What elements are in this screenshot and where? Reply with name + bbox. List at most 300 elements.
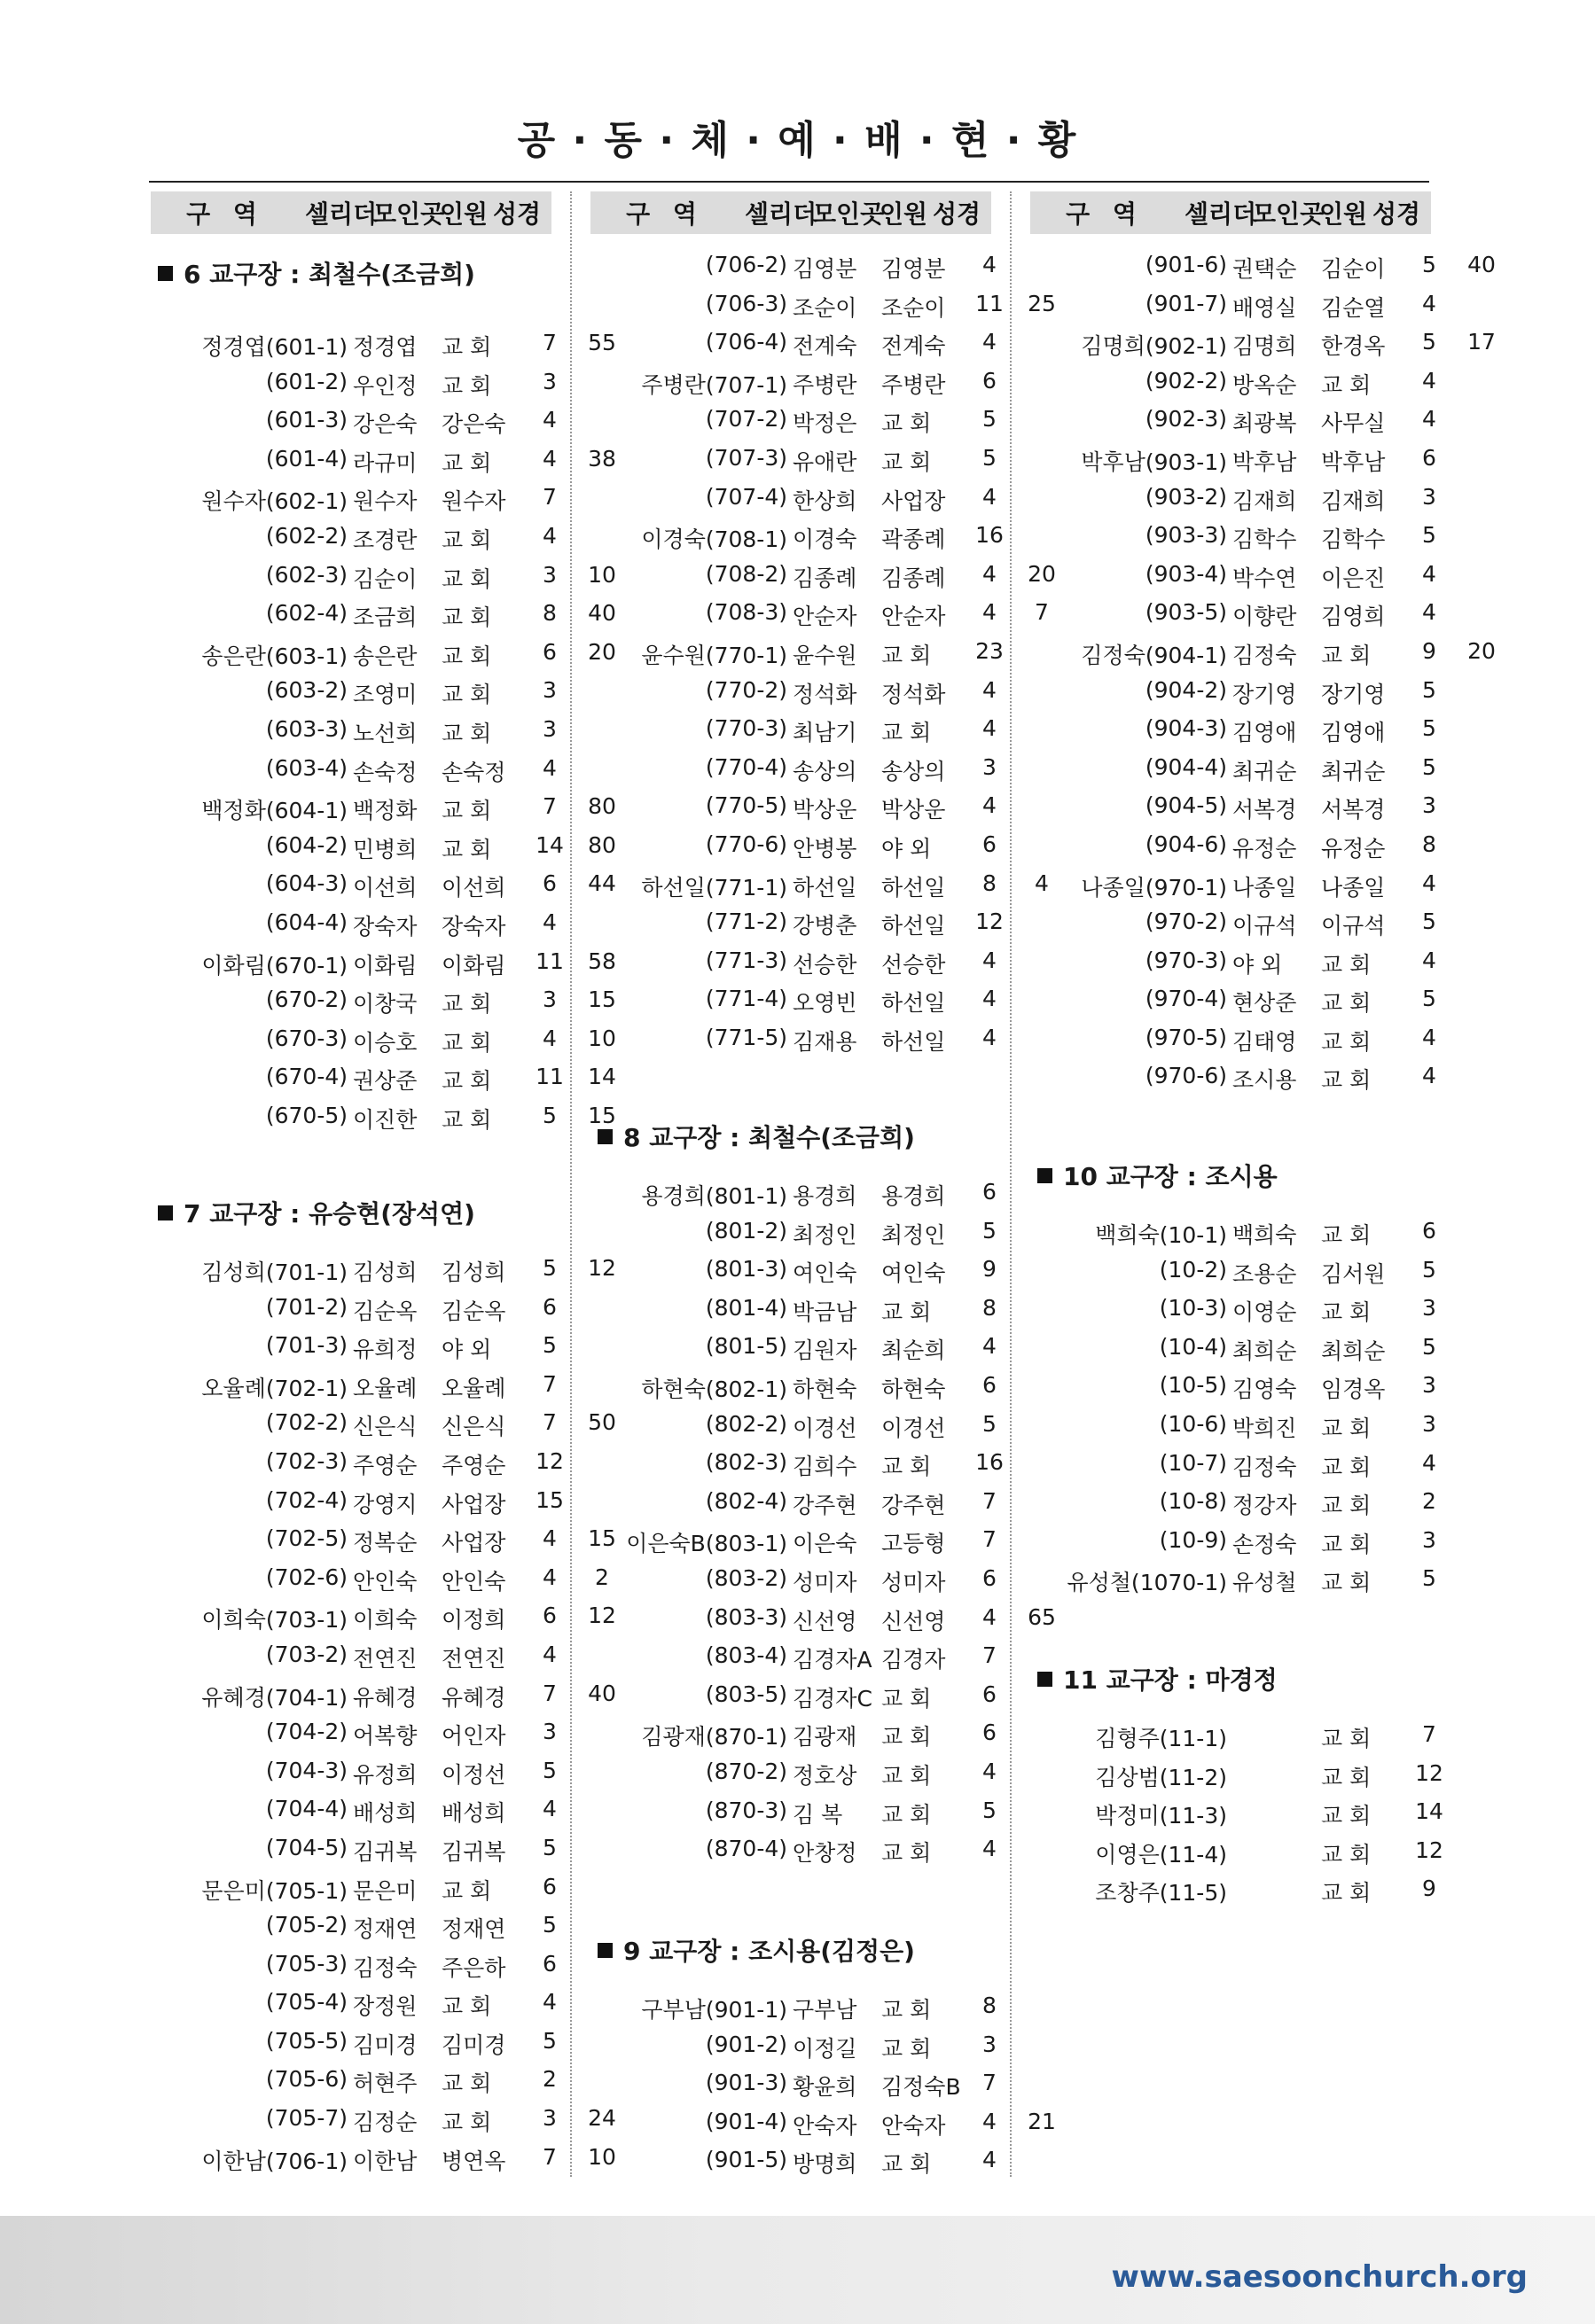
table-row xyxy=(590,1404,997,1443)
area-cell: (704-2) xyxy=(265,1719,348,1745)
count-cell: 5 xyxy=(1422,909,1436,935)
place-cell: 여인숙 xyxy=(881,1260,946,1287)
area-cell: (706-2) xyxy=(705,252,787,277)
footer-url[interactable]: www.saesoonchurch.org xyxy=(1111,2259,1528,2295)
count-cell: 5 xyxy=(543,1102,557,1128)
leader-cell: 유희정 xyxy=(353,1337,418,1363)
area-cell: (603-2) xyxy=(265,677,348,704)
leader-cell: 김정숙 xyxy=(353,1954,418,1981)
count-cell: 7 xyxy=(543,484,557,511)
area-cell: (701-2) xyxy=(265,1293,348,1320)
area-cell: 나종일(970-1) xyxy=(1081,874,1227,901)
table-row xyxy=(1030,1830,1443,1869)
leader-cell: 선승한 xyxy=(793,951,857,978)
count-cell: 6 xyxy=(982,367,997,394)
count-cell: 4 xyxy=(1422,870,1436,896)
table-row xyxy=(590,1712,997,1751)
section-heading-text: 7 교구장 : 유승현(장석연) xyxy=(184,1199,475,1228)
place-cell: 김영애 xyxy=(1321,720,1386,746)
area-cell: (708-2) xyxy=(705,560,787,587)
area-cell: (903-3) xyxy=(1145,522,1227,549)
place-cell: 교 회 xyxy=(442,449,492,476)
table-row xyxy=(151,362,557,401)
table-row xyxy=(151,593,616,632)
place-cell: 이은진 xyxy=(1321,565,1386,591)
header-cell: 구 역 xyxy=(1066,199,1144,229)
leader-cell: 김정숙 xyxy=(1232,642,1297,668)
count-cell: 6 xyxy=(982,1371,997,1398)
table-row xyxy=(1030,1714,1436,1753)
table-row xyxy=(1030,1288,1436,1327)
bible-cell: 10 xyxy=(588,561,616,588)
place-cell: 안숙자 xyxy=(881,2112,946,2139)
leader-cell: 김경자C xyxy=(793,1685,872,1712)
count-cell: 7 xyxy=(543,1680,557,1706)
area-cell: (602-3) xyxy=(265,561,348,588)
area-cell: (970-6) xyxy=(1145,1063,1227,1089)
bible-cell: 15 xyxy=(588,987,616,1013)
place-cell: 교 회 xyxy=(442,643,492,669)
section-heading xyxy=(1037,1158,1278,1193)
count-cell: 6 xyxy=(1422,444,1436,471)
count-cell: 4 xyxy=(543,407,557,433)
area-cell: (701-3) xyxy=(265,1332,348,1359)
leader-cell: 유혜경 xyxy=(353,1684,418,1711)
table-row xyxy=(590,1211,997,1250)
area-cell: (901-6) xyxy=(1145,252,1227,277)
area-cell: (10-5) xyxy=(1159,1372,1227,1399)
area-cell: (670-2) xyxy=(265,987,348,1013)
count-cell: 6 xyxy=(982,1681,997,1707)
leader-cell: 안창정 xyxy=(793,1840,857,1867)
count-cell: 4 xyxy=(1422,367,1436,394)
area-cell: (902-2) xyxy=(1145,367,1227,394)
table-row xyxy=(1030,1211,1436,1250)
count-cell: 4 xyxy=(1422,290,1436,316)
count-cell: 8 xyxy=(982,1294,997,1321)
leader-cell: 조금희 xyxy=(353,604,418,631)
area-cell: (771-2) xyxy=(705,909,787,935)
table-row xyxy=(151,632,616,671)
leader-cell: 민병희 xyxy=(353,836,418,862)
count-cell: 4 xyxy=(982,2147,997,2173)
header-cell: 셀리더 xyxy=(1185,199,1257,229)
count-cell: 6 xyxy=(543,1603,557,1629)
place-cell: 야 외 xyxy=(442,1337,492,1363)
leader-cell: 이정길 xyxy=(793,2035,857,2062)
place-cell: 사무실 xyxy=(1321,410,1386,437)
table-row xyxy=(590,554,1056,593)
place-cell: 교 회 xyxy=(442,372,492,399)
leader-cell: 유애란 xyxy=(793,448,857,475)
count-cell: 3 xyxy=(543,1719,557,1745)
bible-cell: 40 xyxy=(1467,252,1496,277)
place-cell: 김종례 xyxy=(881,565,946,591)
count-cell: 5 xyxy=(1422,753,1436,780)
area-cell: (803-5) xyxy=(705,1681,787,1707)
bible-cell: 40 xyxy=(588,1680,616,1706)
area-cell: (970-5) xyxy=(1145,1024,1227,1050)
leader-cell: 김희수 xyxy=(793,1454,857,1480)
leader-cell: 이규석 xyxy=(1232,913,1297,940)
place-cell: 나종일 xyxy=(1321,874,1386,901)
place-cell: 안순자 xyxy=(881,604,946,630)
leader-cell: 신선영 xyxy=(793,1608,857,1634)
place-cell: 배성희 xyxy=(442,1800,506,1827)
leader-cell: 주병란 xyxy=(793,371,857,398)
area-cell: (707-3) xyxy=(705,444,787,471)
leader-cell: 노선희 xyxy=(353,720,418,746)
place-cell: 김경자 xyxy=(881,1647,946,1673)
area-cell: (970-3) xyxy=(1145,947,1227,973)
table-row xyxy=(151,477,557,516)
table-row xyxy=(590,515,1004,554)
count-cell: 4 xyxy=(982,252,997,277)
leader-cell: 김광재 xyxy=(793,1724,857,1751)
leader-cell: 야 외 xyxy=(1232,951,1283,978)
place-cell: 유정순 xyxy=(1321,835,1386,862)
count-cell: 3 xyxy=(1422,1410,1436,1437)
title-rule xyxy=(149,181,1429,183)
count-cell: 4 xyxy=(543,1025,557,1051)
count-cell: 4 xyxy=(982,986,997,1012)
place-cell: 이경선 xyxy=(881,1415,946,1441)
area-cell: 송은란(603-1) xyxy=(201,643,348,669)
place-cell: 교 회 xyxy=(442,720,492,746)
area-cell: 용경희(801-1) xyxy=(641,1183,787,1209)
table-row xyxy=(590,1288,997,1327)
area-cell: (601-4) xyxy=(265,445,348,472)
bible-cell: 80 xyxy=(588,793,616,820)
section-heading-text: 11 교구장 : 마경정 xyxy=(1063,1665,1278,1695)
header-cell: 모인곳 xyxy=(1252,199,1325,229)
place-cell: 김서원 xyxy=(1321,1260,1386,1287)
table-row xyxy=(151,1673,616,1712)
count-cell: 5 xyxy=(982,1797,997,1823)
leader-cell: 배영실 xyxy=(1232,294,1297,321)
place-cell: 교 회 xyxy=(881,2151,932,2178)
table-row xyxy=(1030,1791,1443,1830)
table-row xyxy=(1030,785,1436,824)
table-row xyxy=(1030,1404,1436,1443)
place-cell: 곽종례 xyxy=(881,526,946,553)
area-cell: 박후남(903-1) xyxy=(1081,448,1227,475)
bible-cell: 15 xyxy=(588,1102,616,1128)
place-cell: 교 회 xyxy=(442,604,492,631)
table-row xyxy=(151,439,616,478)
place-cell: 교 회 xyxy=(881,1801,932,1828)
place-cell: 조순이 xyxy=(881,294,946,321)
place-cell: 교 회 xyxy=(881,1454,932,1480)
leader-cell: 박희진 xyxy=(1232,1415,1297,1441)
table-row xyxy=(590,1172,997,1211)
place-cell: 서복경 xyxy=(1321,797,1386,823)
count-cell: 15 xyxy=(536,1486,564,1513)
place-cell: 하선일 xyxy=(881,990,946,1017)
place-cell: 김학수 xyxy=(1321,526,1386,553)
leader-cell: 권상준 xyxy=(353,1068,418,1095)
count-cell: 7 xyxy=(543,1409,557,1436)
count-cell: 3 xyxy=(543,368,557,394)
bible-cell: 25 xyxy=(1028,290,1056,316)
table-row xyxy=(1030,515,1436,554)
place-cell: 손숙정 xyxy=(442,759,506,785)
leader-cell: 방명희 xyxy=(793,2151,857,2178)
leader-cell: 장기영 xyxy=(1232,681,1297,707)
leader-cell: 백희숙 xyxy=(1232,1222,1297,1248)
table-row xyxy=(151,825,616,864)
count-cell: 4 xyxy=(982,560,997,587)
header-cell: 모인곳 xyxy=(812,199,885,229)
count-cell: 12 xyxy=(1415,1837,1443,1863)
place-cell: 최귀순 xyxy=(1321,758,1386,784)
count-cell: 4 xyxy=(982,1024,997,1050)
place-cell: 주영순 xyxy=(442,1452,506,1478)
area-cell: 김광재(870-1) xyxy=(641,1724,787,1751)
count-cell: 3 xyxy=(1422,1526,1436,1553)
table-row xyxy=(1030,824,1436,863)
section-heading xyxy=(158,255,475,291)
leader-cell: 여인숙 xyxy=(793,1260,857,1287)
count-cell: 12 xyxy=(1415,1759,1443,1786)
header-cell: 성경 xyxy=(933,199,981,229)
area-cell: 이은숙B(803-1) xyxy=(626,1531,787,1557)
area-cell: 이화림(670-1) xyxy=(201,952,348,979)
bible-cell: 55 xyxy=(588,330,616,355)
table-row xyxy=(590,940,997,979)
place-cell: 주병란 xyxy=(881,371,946,398)
area-cell: 유성철(1070-1) xyxy=(1067,1570,1227,1596)
place-cell: 교 회 xyxy=(881,1840,932,1867)
count-cell: 5 xyxy=(543,1255,557,1281)
table-row xyxy=(590,1751,997,1790)
leader-cell: 신은식 xyxy=(353,1414,418,1440)
leader-cell: 손정숙 xyxy=(1232,1531,1297,1557)
table-row xyxy=(1030,399,1436,438)
area-cell: (801-5) xyxy=(705,1333,787,1360)
table-row xyxy=(151,709,557,748)
place-cell: 신선영 xyxy=(881,1608,946,1634)
table-row xyxy=(590,1249,997,1288)
count-cell: 14 xyxy=(536,831,564,858)
leader-cell: 최귀순 xyxy=(1232,758,1297,784)
count-cell: 7 xyxy=(982,2070,997,2096)
leader-cell: 조용순 xyxy=(1232,1260,1297,1287)
table-row xyxy=(590,1597,1056,1636)
area-cell: (801-2) xyxy=(705,1217,787,1244)
district-block xyxy=(1030,245,1496,1095)
section-heading xyxy=(158,1195,475,1230)
leader-cell: 김영숙 xyxy=(1232,1376,1297,1403)
place-cell: 교 회 xyxy=(1321,951,1372,978)
area-cell: 백정화(604-1) xyxy=(201,798,348,824)
leader-cell: 라규미 xyxy=(353,449,418,476)
table-row xyxy=(1030,1753,1443,1792)
area-cell: (10-3) xyxy=(1159,1295,1227,1322)
area-cell: (702-3) xyxy=(265,1447,348,1474)
place-cell: 교 회 xyxy=(881,1997,932,2023)
area-cell: 주병란(707-1) xyxy=(641,371,787,398)
leader-cell: 배성희 xyxy=(353,1800,418,1827)
count-cell: 3 xyxy=(1422,483,1436,510)
place-cell: 교 회 xyxy=(1321,1222,1372,1248)
place-cell: 교 회 xyxy=(1321,1454,1372,1480)
place-cell: 김미경 xyxy=(442,2032,506,2058)
table-row xyxy=(1030,1481,1436,1520)
table-row xyxy=(1030,1868,1436,1907)
area-cell: 이경숙(708-1) xyxy=(641,526,787,553)
leader-cell: 오영빈 xyxy=(793,990,857,1017)
bible-cell: 20 xyxy=(1028,560,1056,587)
area-cell: (904-2) xyxy=(1145,676,1227,703)
table-row xyxy=(590,1481,997,1520)
table-row xyxy=(1030,901,1436,940)
count-cell: 4 xyxy=(982,676,997,703)
area-cell: 이희숙(703-1) xyxy=(201,1607,348,1634)
count-cell: 7 xyxy=(1422,1721,1436,1747)
leader-cell: 김미경 xyxy=(353,2032,418,2058)
leader-cell: 조영미 xyxy=(353,682,418,708)
count-cell: 6 xyxy=(543,1873,557,1899)
section-heading xyxy=(598,1119,915,1154)
area-cell: (705-7) xyxy=(265,2105,348,2132)
table-row xyxy=(151,323,616,362)
leader-cell: 어복향 xyxy=(353,1723,418,1750)
count-cell: 4 xyxy=(543,1641,557,1667)
place-cell: 하선일 xyxy=(881,874,946,901)
area-cell: 이영은(11-4) xyxy=(1095,1841,1227,1868)
count-cell: 5 xyxy=(1422,252,1436,277)
bible-cell: 24 xyxy=(588,2105,616,2132)
section-heading-text: 10 교구장 : 조시용 xyxy=(1063,1162,1278,1191)
place-cell: 하현숙 xyxy=(881,1376,946,1402)
column-1 xyxy=(151,191,616,2177)
area-cell: 박정미(11-3) xyxy=(1095,1803,1227,1829)
count-cell: 2 xyxy=(1422,1488,1436,1515)
table-row xyxy=(1030,1443,1436,1482)
place-cell: 용경희 xyxy=(881,1183,946,1209)
place-cell: 교 회 xyxy=(881,410,932,437)
area-cell: 조창주(11-5) xyxy=(1095,1880,1227,1907)
place-cell: 교 회 xyxy=(1321,642,1372,668)
leader-cell: 이창국 xyxy=(353,991,418,1018)
leader-cell: 유정희 xyxy=(353,1761,418,1788)
count-cell: 12 xyxy=(536,1447,564,1474)
bible-cell: 80 xyxy=(588,831,616,858)
place-cell: 사업장 xyxy=(442,1491,506,1517)
count-cell: 7 xyxy=(543,330,557,355)
count-cell: 5 xyxy=(1422,1565,1436,1592)
place-cell: 교 회 xyxy=(1321,371,1372,398)
count-cell: 9 xyxy=(1422,1876,1436,1902)
area-cell: (705-6) xyxy=(265,2066,348,2093)
place-cell: 교 회 xyxy=(442,1106,492,1133)
leader-cell: 용경희 xyxy=(793,1183,857,1209)
table-row xyxy=(590,1519,997,1558)
area-cell: (771-4) xyxy=(705,986,787,1012)
leader-cell: 박수연 xyxy=(1232,565,1297,591)
leader-cell: 김학수 xyxy=(1232,526,1297,553)
table-row xyxy=(590,1985,997,2024)
table-row xyxy=(590,1442,1004,1481)
area-cell: (801-4) xyxy=(705,1294,787,1321)
place-cell: 이화림 xyxy=(442,952,506,979)
table-row xyxy=(151,1096,616,1135)
table-row xyxy=(151,670,557,709)
table-row xyxy=(151,1364,557,1403)
count-cell: 11 xyxy=(536,948,564,974)
place-cell: 박상운 xyxy=(881,797,946,823)
leader-cell: 황윤희 xyxy=(793,2074,857,2101)
area-cell: (901-4) xyxy=(705,2108,787,2134)
table-row xyxy=(590,863,1049,902)
area-cell: (970-4) xyxy=(1145,986,1227,1012)
district-block xyxy=(1030,1714,1443,1907)
leader-cell: 김재용 xyxy=(793,1028,857,1055)
area-cell: (10-6) xyxy=(1159,1410,1227,1437)
page-title: 공 · 동 · 체 · 예 · 배 · 현 · 황 xyxy=(517,118,1078,163)
area-cell: (603-3) xyxy=(265,715,348,742)
area-cell: (770-5) xyxy=(705,792,787,819)
leader-cell: 한상희 xyxy=(793,487,857,514)
bible-cell: 65 xyxy=(1028,1603,1056,1630)
district-block xyxy=(590,1985,1056,2179)
table-row xyxy=(590,901,1004,940)
district-block xyxy=(1030,1211,1436,1597)
count-cell: 11 xyxy=(975,290,1004,316)
table-row xyxy=(590,670,997,709)
leader-cell: 김정순 xyxy=(353,2110,418,2136)
leader-cell: 김 복 xyxy=(793,1801,843,1828)
leader-cell: 하현숙 xyxy=(793,1376,857,1402)
area-cell: (770-6) xyxy=(705,831,787,857)
leader-cell: 최남기 xyxy=(793,720,857,746)
area-cell: 원수자(602-1) xyxy=(201,488,348,515)
count-cell: 3 xyxy=(982,2031,997,2057)
district-block xyxy=(151,1248,616,2175)
area-cell: 오율례(702-1) xyxy=(201,1375,348,1401)
table-row xyxy=(590,399,997,438)
table-row xyxy=(1030,1558,1436,1597)
table-row xyxy=(151,1325,557,1364)
area-cell: (904-6) xyxy=(1145,831,1227,857)
place-cell: 사업장 xyxy=(881,487,946,514)
bible-cell: 4 xyxy=(1035,870,1049,896)
area-cell: (704-3) xyxy=(265,1757,348,1783)
place-cell: 교 회 xyxy=(881,720,932,746)
table-row xyxy=(1030,1327,1436,1366)
leader-cell: 김종례 xyxy=(793,565,857,591)
count-cell: 4 xyxy=(1422,947,1436,973)
table-row xyxy=(151,1480,564,1519)
count-cell: 5 xyxy=(543,1332,557,1359)
count-cell: 5 xyxy=(982,444,997,471)
table-row xyxy=(151,979,616,1018)
leader-cell: 안병봉 xyxy=(793,835,857,862)
area-cell: (803-4) xyxy=(705,1642,787,1669)
count-cell: 8 xyxy=(982,870,997,896)
place-cell: 김재희 xyxy=(1321,487,1386,514)
place-cell: 교 회 xyxy=(881,1724,932,1751)
place-cell: 교 회 xyxy=(881,448,932,475)
table-row xyxy=(1030,670,1436,709)
count-cell: 3 xyxy=(543,561,557,588)
place-cell: 주은하 xyxy=(442,1954,506,1981)
bible-cell: 50 xyxy=(588,1409,616,1436)
place-cell: 이선희 xyxy=(442,875,506,901)
area-cell: (902-3) xyxy=(1145,406,1227,433)
table-row xyxy=(1030,979,1436,1018)
